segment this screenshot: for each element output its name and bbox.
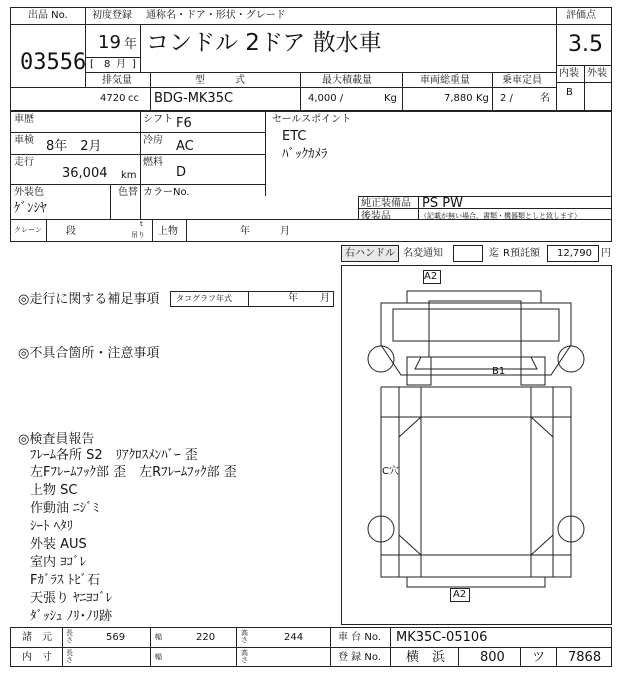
- shift-value: F6: [176, 116, 192, 131]
- displacement-unit: cc: [128, 93, 139, 104]
- exterior-color-value: ｹﾞﾝｼﾔ: [14, 201, 47, 216]
- reg-class: 800: [480, 650, 505, 665]
- equipment-label: 純正装備品: [361, 198, 411, 209]
- inspector-label: ◎検査員報告: [18, 432, 95, 447]
- mark-a2-top: A2: [424, 271, 438, 282]
- displacement-label: 排気量: [102, 75, 132, 86]
- reg-place: 横 浜: [406, 650, 446, 665]
- inspector-line: 作動油 ﾆｼﾞﾐ: [30, 501, 100, 516]
- tacho-year-unit: 年: [288, 293, 298, 304]
- reg-label: 登 録 No.: [338, 652, 381, 663]
- truck-diagram: [341, 265, 612, 625]
- capacity-unit: 名: [540, 93, 550, 104]
- reg-month-open: [: [90, 59, 94, 70]
- inspection-label: 車検: [14, 135, 34, 146]
- reg-kana: ツ: [532, 650, 546, 665]
- crane-stage-unit: 段: [66, 226, 76, 237]
- exterior-label: 外装: [587, 68, 607, 79]
- recycle-value: 12,790: [557, 248, 592, 259]
- tacho-month-unit: 月: [320, 293, 330, 304]
- length-value: 569: [106, 632, 126, 643]
- exterior-color-label: 外装色: [14, 187, 44, 198]
- reg-month-unit: 月: [116, 59, 126, 70]
- width-value: 220: [196, 632, 216, 643]
- inspector-line: ｼｰﾄ ﾍﾀﾘ: [30, 519, 74, 534]
- rating-value: 3.5: [568, 32, 603, 57]
- capacity-label: 乗車定員: [502, 75, 542, 86]
- recycle-unit: 円: [601, 248, 611, 259]
- dims-label: 諸 元: [22, 632, 52, 643]
- gross-weight-label: 車両総重量: [420, 75, 470, 86]
- inspector-line: 室内 ﾖｺﾞﾚ: [30, 555, 87, 570]
- inner-height-label: 高さ: [241, 649, 248, 664]
- recycle-label: R預託額: [503, 248, 540, 259]
- steering-value: 右ハンドル: [345, 248, 395, 259]
- gross-value: 7,880: [444, 93, 473, 104]
- interior-grade: B: [566, 87, 573, 98]
- mileage-unit: km: [121, 170, 137, 181]
- meter-change-box: [453, 245, 483, 262]
- inspection-value: 8年 2月: [46, 139, 102, 154]
- reg-year-unit: 年: [124, 37, 138, 52]
- history-label: 車歴: [14, 114, 34, 125]
- fuel-value: D: [176, 165, 187, 180]
- shift-label: シフト: [143, 114, 173, 125]
- inner-width-label: 幅: [155, 653, 162, 661]
- mileage-value: 36,004: [62, 166, 108, 181]
- meter-change-label: 名変通知: [403, 248, 443, 259]
- length-label: 長さ: [66, 629, 73, 644]
- crane-lift-unit: 吊り: [131, 231, 145, 239]
- mark-b1: B1: [492, 366, 506, 377]
- sales-point-label: セールスポイント: [272, 114, 352, 125]
- type-value: BDG-MK35C: [154, 91, 234, 106]
- fuel-label: 燃料: [143, 157, 163, 168]
- mark-c-hole: C穴: [382, 466, 399, 477]
- inspector-line: ﾀﾞｯｼｭ ﾉﾘ･ﾉﾘ跡: [30, 609, 113, 624]
- inner-dims-label: 内 寸: [22, 652, 52, 663]
- lot-label: 出品 No.: [28, 10, 68, 21]
- vehicle-name: コンドル 2ドア 散水車: [146, 30, 382, 56]
- mileage-label: 走行: [14, 157, 34, 168]
- load-unit: Kg: [384, 93, 397, 104]
- upper-month-unit: 月: [280, 226, 290, 237]
- type-label: 型 式: [195, 75, 245, 86]
- mark-a2-bottom: A2: [453, 589, 467, 600]
- gross-unit: Kg: [476, 93, 489, 104]
- inspector-line: Fｶﾞﾗｽ ﾄﾋﾞ石: [30, 573, 101, 588]
- interior-label: 内装: [559, 68, 579, 79]
- inspector-line: ﾌﾚｰﾑ各所 S2 ﾘｱｸﾛｽﾒﾝﾊﾞｰ 歪: [30, 448, 198, 463]
- crane-label: クレーン: [14, 226, 42, 234]
- aftermarket-label: 後装品: [361, 211, 391, 222]
- inspector-line: 外装 AUS: [30, 537, 87, 552]
- crane-ton-unit: t: [140, 220, 143, 228]
- color-no-label: カラーNo.: [143, 187, 190, 198]
- load-value: 4,000 /: [308, 93, 344, 104]
- tacho-label: タコグラフ年式: [176, 294, 232, 303]
- defects-label: ◎不具合箇所・注意事項: [18, 346, 160, 361]
- aftermarket-note: （記載が無い場合、書類・機器類としと致します）: [420, 212, 581, 220]
- color-change-label: 色替: [118, 187, 138, 198]
- upper-label: 上物: [158, 226, 178, 237]
- height-label: 高さ: [241, 629, 248, 644]
- reg-month-close: ]: [132, 59, 136, 70]
- driving-remarks-label: ◎走行に関する補足事項: [18, 292, 160, 307]
- rating-label: 評価点: [566, 10, 596, 21]
- upper-year-unit: 年: [240, 226, 250, 237]
- sales-point-2: ﾊﾞｯｸｶﾒﾗ: [282, 147, 328, 162]
- meter-until-label: 迄: [489, 248, 499, 259]
- width-label: 幅: [155, 633, 162, 641]
- load-label: 最大積載量: [322, 75, 372, 86]
- sales-point-1: ETC: [282, 129, 307, 144]
- first-reg-label: 初度登録: [92, 10, 132, 21]
- inspector-line: 左Fﾌﾚｰﾑﾌｯｸ部 歪 左Rﾌﾚｰﾑﾌｯｸ部 歪: [30, 465, 237, 480]
- reg-month: 8: [104, 59, 111, 70]
- height-value: 244: [284, 632, 304, 643]
- inspector-line: 上物 SC: [30, 483, 78, 498]
- inner-length-label: 長さ: [66, 649, 73, 664]
- equipment-value: PS PW: [422, 196, 463, 211]
- reg-year: 19: [98, 32, 121, 53]
- inspector-line: 天張り ﾔﾆﾖｺﾞﾚ: [30, 591, 113, 606]
- displacement-value: 4720: [100, 93, 126, 104]
- chassis-value: MK35C-05106: [396, 630, 488, 645]
- reg-number: 7868: [568, 650, 602, 665]
- lot-number: 03556: [20, 50, 87, 75]
- capacity-value: 2 /: [500, 93, 513, 104]
- ac-value: AC: [176, 139, 194, 154]
- model-label: 通称名・ドア・形状・グレード: [146, 10, 286, 21]
- ac-label: 冷房: [143, 135, 163, 146]
- chassis-label: 車 台 No.: [338, 632, 381, 643]
